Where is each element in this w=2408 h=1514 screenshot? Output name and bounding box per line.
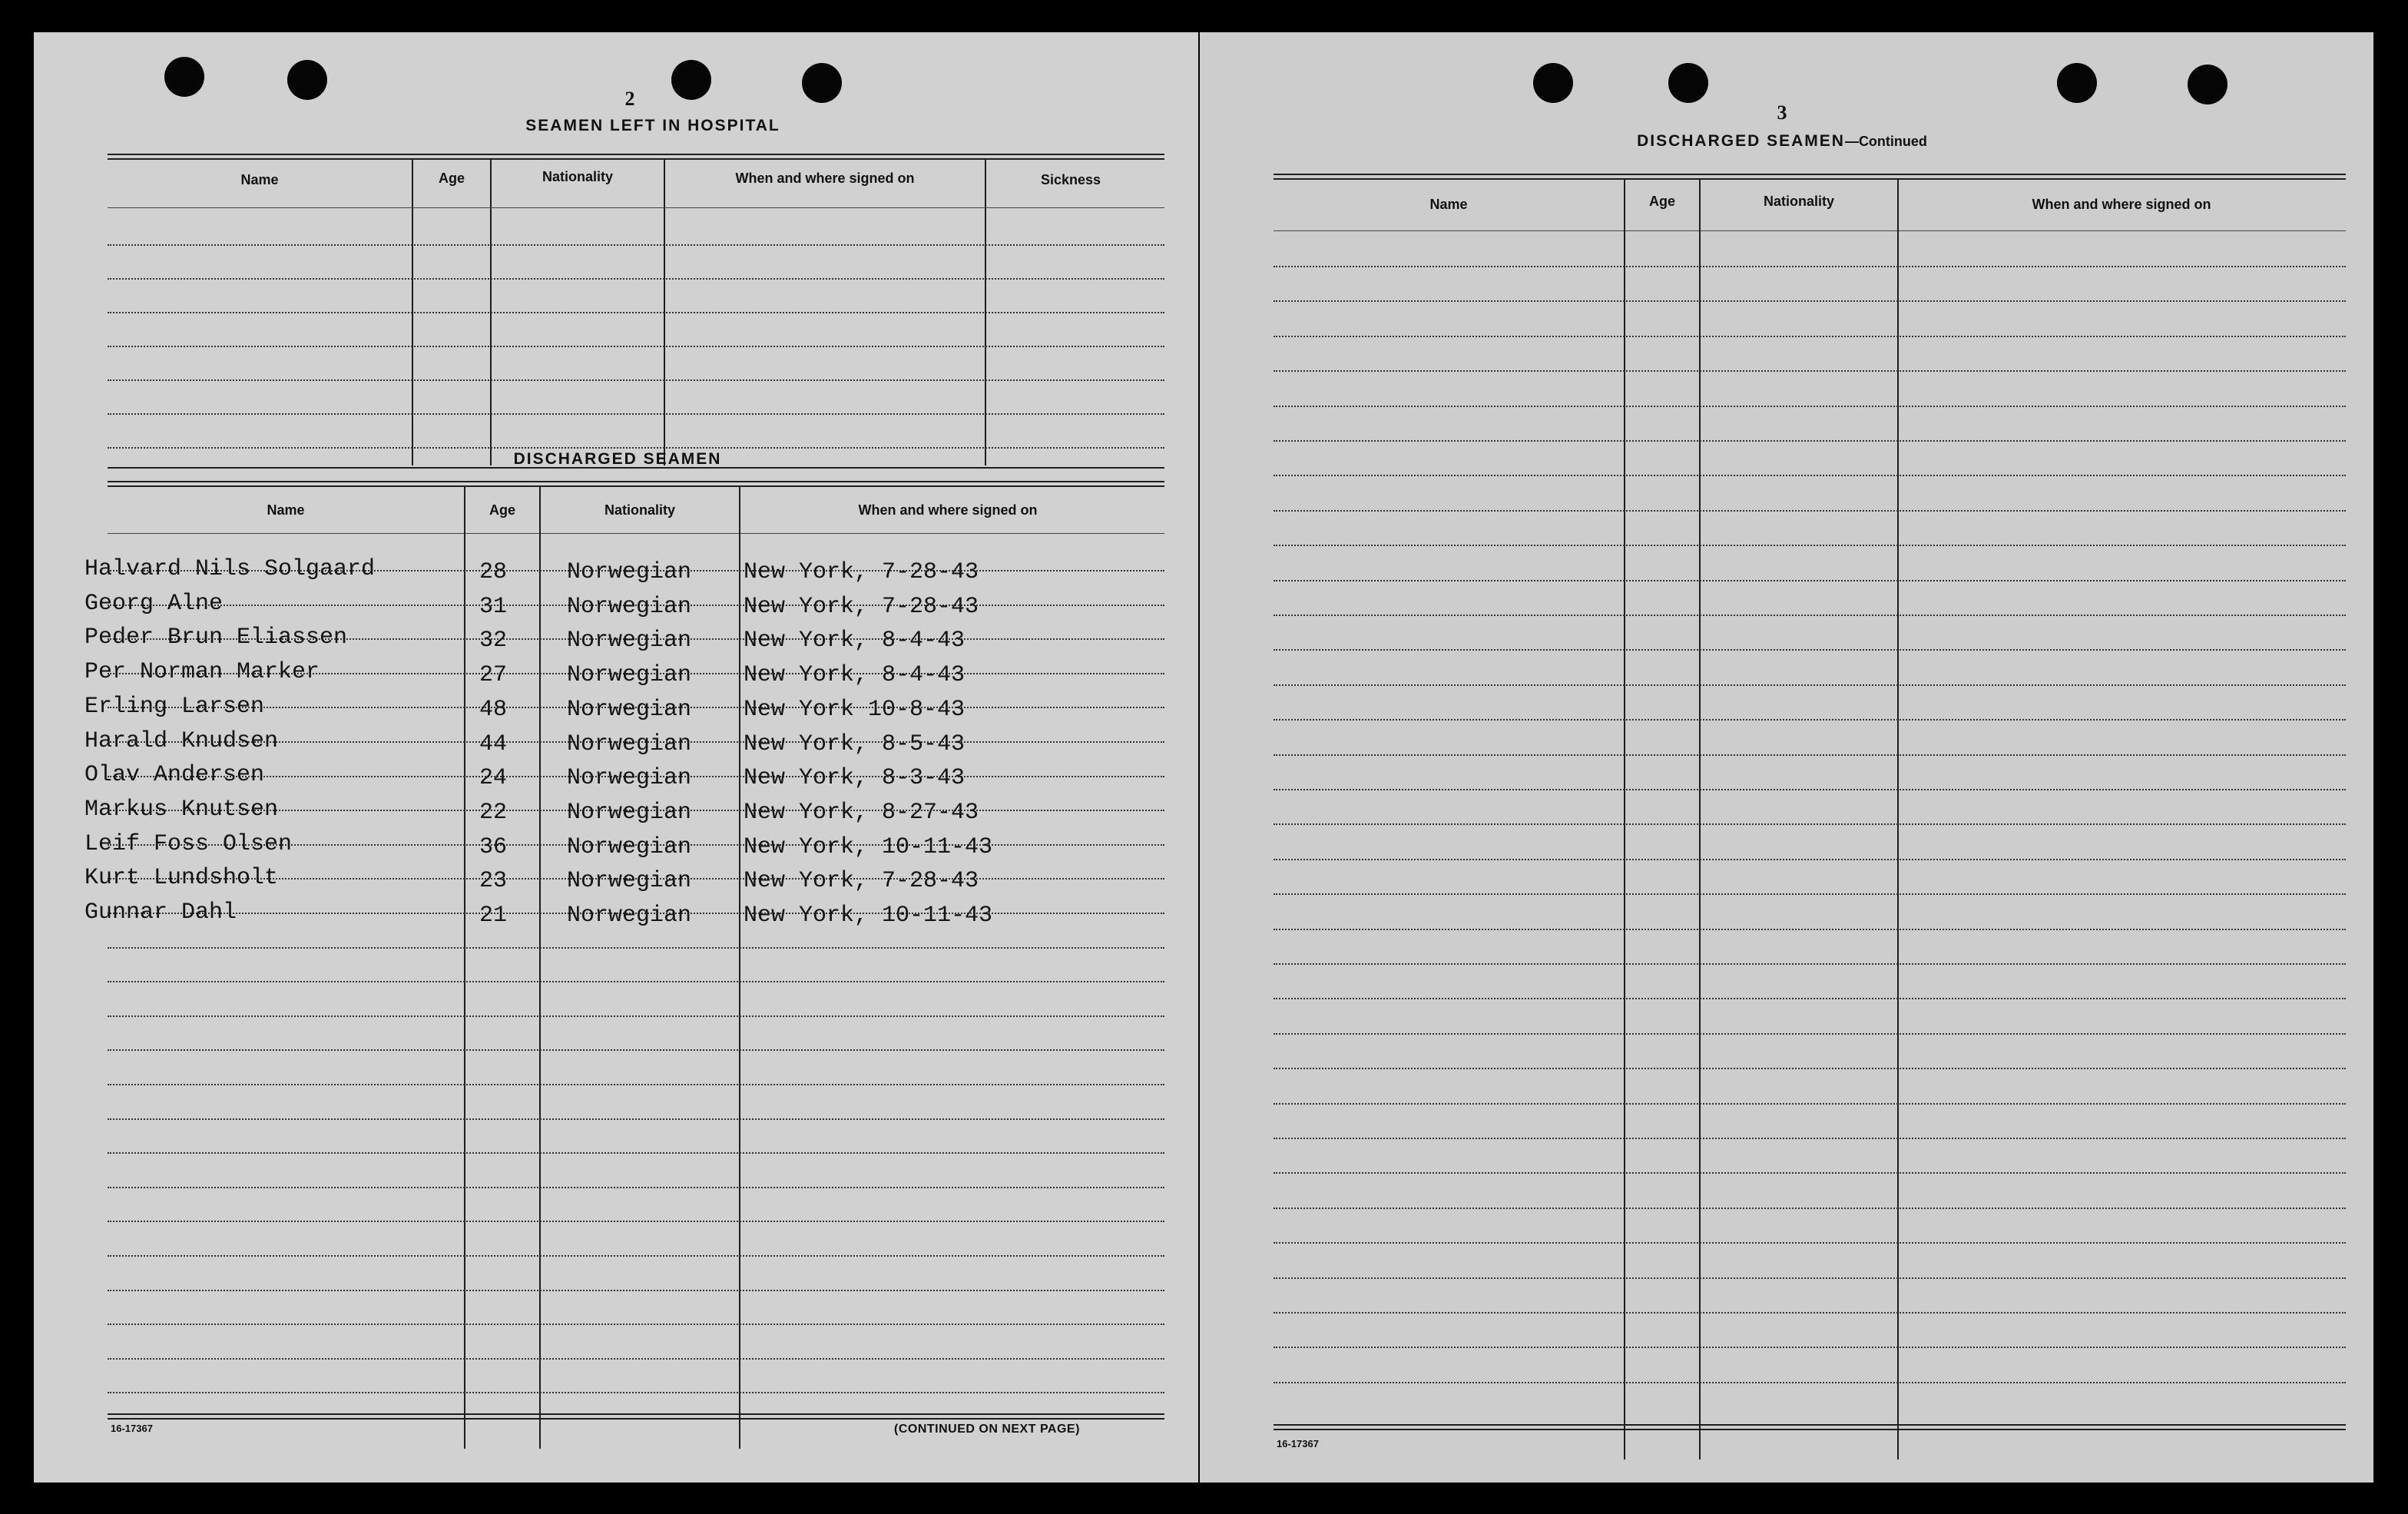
table-rule <box>108 207 1164 208</box>
continued-note: (CONTINUED ON NEXT PAGE) <box>894 1423 1080 1436</box>
cell-age: 44 <box>479 730 508 757</box>
form-number: 16-17367 <box>111 1423 153 1434</box>
table-rule <box>108 485 1164 487</box>
column-divider <box>739 485 740 1449</box>
table-rule <box>1274 1382 2346 1383</box>
table-rule <box>108 1084 1164 1085</box>
continued-col-nationality: Nationality <box>1763 194 1834 209</box>
cell-age: 28 <box>479 559 508 585</box>
table-rule <box>108 947 1164 949</box>
hospital-col-nationality: Nationality <box>542 169 613 184</box>
discharged-section-title: DISCHARGED SEAMEN <box>513 450 722 468</box>
table-rule <box>1274 754 2346 756</box>
table-rule <box>1274 370 2346 372</box>
table-rule <box>1274 1103 2346 1105</box>
cell-nationality: Norwegian <box>567 868 692 895</box>
table-rule <box>108 346 1164 347</box>
punch-hole-icon <box>671 60 711 100</box>
cell-nationality: Norwegian <box>567 696 692 723</box>
cell-signed-on: New York, 10-11-43 <box>744 833 993 860</box>
table-rule <box>1274 580 2346 581</box>
punch-hole-icon <box>802 63 842 103</box>
table-rule <box>1274 475 2346 476</box>
continued-col-name: Name <box>1429 197 1468 212</box>
cell-signed-on: New York, 10-11-43 <box>744 903 993 929</box>
table-rule <box>1274 230 2346 231</box>
cell-signed-on: New York, 7-28-43 <box>744 559 979 585</box>
cell-signed-on: New York, 8-5-43 <box>744 730 966 757</box>
table-rule <box>108 481 1164 482</box>
cell-nationality: Norwegian <box>567 833 692 860</box>
discharged-col-signed-on: When and where signed on <box>858 502 1038 518</box>
table-rule <box>108 981 1164 982</box>
cell-name: Gunnar Dahl <box>84 899 237 926</box>
cell-nationality: Norwegian <box>567 593 692 620</box>
table-rule <box>108 379 1164 381</box>
table-rule <box>1274 1208 2346 1209</box>
cell-name: Georg Alne <box>84 590 224 617</box>
cell-nationality: Norwegian <box>567 799 692 826</box>
table-rule <box>1274 1312 2346 1314</box>
table-rule <box>108 447 1164 449</box>
table-rule <box>108 1358 1164 1360</box>
table-rule <box>1274 859 2346 860</box>
table-rule <box>1274 300 2346 302</box>
table-rule <box>1274 336 2346 337</box>
hospital-section-title: SEAMEN LEFT IN HOSPITAL <box>525 117 780 134</box>
cell-nationality: Norwegian <box>567 559 692 585</box>
punch-hole-icon <box>2188 65 2227 104</box>
table-rule <box>1274 649 2346 651</box>
column-divider <box>539 485 541 1449</box>
cell-name: Harald Knudsen <box>84 727 279 754</box>
cell-signed-on: New York, 8-3-43 <box>744 765 966 792</box>
table-rule <box>108 1255 1164 1257</box>
cell-age: 31 <box>479 593 508 620</box>
table-rule <box>108 278 1164 280</box>
table-rule <box>1274 1429 2346 1430</box>
cell-name: Peder Brun Eliassen <box>84 624 348 651</box>
hospital-col-name: Name <box>240 172 279 187</box>
cell-name: Leif Foss Olsen <box>84 830 293 857</box>
table-rule <box>108 1418 1164 1420</box>
table-rule <box>1274 998 2346 999</box>
table-rule <box>108 1049 1164 1051</box>
discharged-col-nationality: Nationality <box>604 502 675 518</box>
form-number: 16-17367 <box>1277 1438 1319 1449</box>
cell-age: 21 <box>479 903 508 929</box>
cell-signed-on: New York, 8-27-43 <box>744 799 979 826</box>
continued-section-title <box>1475 132 2089 151</box>
cell-signed-on: New York, 7-28-43 <box>744 593 979 620</box>
table-rule <box>1274 789 2346 790</box>
punch-hole-icon <box>287 60 327 100</box>
table-rule <box>1274 963 2346 965</box>
cell-signed-on: New York, 8-4-43 <box>744 628 966 654</box>
cell-nationality: Norwegian <box>567 628 692 654</box>
table-rule <box>1274 1424 2346 1426</box>
cell-age: 22 <box>479 799 508 826</box>
cell-name: Per Norman Marker <box>84 659 320 686</box>
table-rule <box>108 1221 1164 1222</box>
hospital-col-age: Age <box>438 171 465 186</box>
table-rule <box>108 158 1164 160</box>
continued-col-age: Age <box>1648 194 1675 209</box>
table-rule <box>1274 510 2346 512</box>
table-rule <box>1274 406 2346 407</box>
cell-nationality: Norwegian <box>567 765 692 792</box>
continued-col-signed-on: When and where signed on <box>2032 197 2211 212</box>
table-rule <box>108 1187 1164 1188</box>
table-rule <box>1274 178 2346 180</box>
continued-title-suffix: —Continued <box>1844 134 1927 149</box>
table-rule <box>1274 545 2346 546</box>
table-rule <box>108 1392 1164 1393</box>
cell-nationality: Norwegian <box>567 903 692 929</box>
table-rule <box>1274 266 2346 267</box>
right-page <box>1200 32 2373 1483</box>
cell-age: 24 <box>479 765 508 792</box>
table-rule <box>108 1324 1164 1325</box>
table-rule <box>1274 893 2346 895</box>
cell-nationality: Norwegian <box>567 662 692 689</box>
table-rule <box>1274 1033 2346 1035</box>
table-rule <box>1274 1277 2346 1279</box>
discharged-col-name: Name <box>267 502 305 518</box>
table-rule <box>108 244 1164 246</box>
cell-name: Halvard Nils Solgaard <box>84 556 376 582</box>
cell-age: 48 <box>479 696 508 723</box>
table-rule <box>108 1118 1164 1120</box>
table-rule <box>1274 929 2346 930</box>
table-rule <box>1274 440 2346 442</box>
cell-signed-on: New York, 7-28-43 <box>744 868 979 895</box>
cell-age: 27 <box>479 662 508 689</box>
cell-signed-on: New York, 8-4-43 <box>744 662 966 689</box>
table-rule <box>108 1290 1164 1291</box>
table-rule <box>108 413 1164 415</box>
cell-age: 23 <box>479 868 508 895</box>
cell-name: Erling Larsen <box>84 693 265 720</box>
punch-hole-icon <box>2057 63 2097 103</box>
table-rule <box>1274 1347 2346 1348</box>
cell-age: 32 <box>479 628 508 654</box>
table-rule <box>1274 1138 2346 1139</box>
punch-hole-icon <box>1533 63 1573 103</box>
hospital-col-signed-on: When and where signed on <box>735 171 915 186</box>
table-rule <box>1274 1172 2346 1174</box>
cell-signed-on: New York 10-8-43 <box>744 696 966 723</box>
cell-name: Olav Andersen <box>84 762 265 789</box>
cell-name: Kurt Lundsholt <box>84 865 279 892</box>
table-rule <box>108 1152 1164 1154</box>
column-divider <box>464 485 465 1449</box>
table-rule <box>1274 174 2346 175</box>
page-number: 2 <box>624 88 635 110</box>
cell-age: 36 <box>479 833 508 860</box>
page-number: 3 <box>1777 101 1787 124</box>
table-rule <box>1274 615 2346 616</box>
table-rule <box>1274 684 2346 686</box>
table-rule <box>1274 1068 2346 1069</box>
cell-name: Markus Knutsen <box>84 796 279 823</box>
continued-title-main: DISCHARGED SEAMEN <box>1637 132 1845 150</box>
discharged-col-age: Age <box>489 502 515 518</box>
table-rule <box>108 312 1164 313</box>
cell-nationality: Norwegian <box>567 730 692 757</box>
hospital-col-sickness: Sickness <box>1040 172 1101 187</box>
table-rule <box>108 154 1164 155</box>
left-page <box>34 32 1198 1483</box>
punch-hole-icon <box>164 57 204 97</box>
punch-hole-icon <box>1668 63 1708 103</box>
table-rule <box>108 533 1164 534</box>
table-rule <box>1274 823 2346 825</box>
table-rule <box>108 1015 1164 1017</box>
table-rule <box>108 1413 1164 1415</box>
table-rule <box>1274 719 2346 721</box>
table-rule <box>1274 1242 2346 1244</box>
